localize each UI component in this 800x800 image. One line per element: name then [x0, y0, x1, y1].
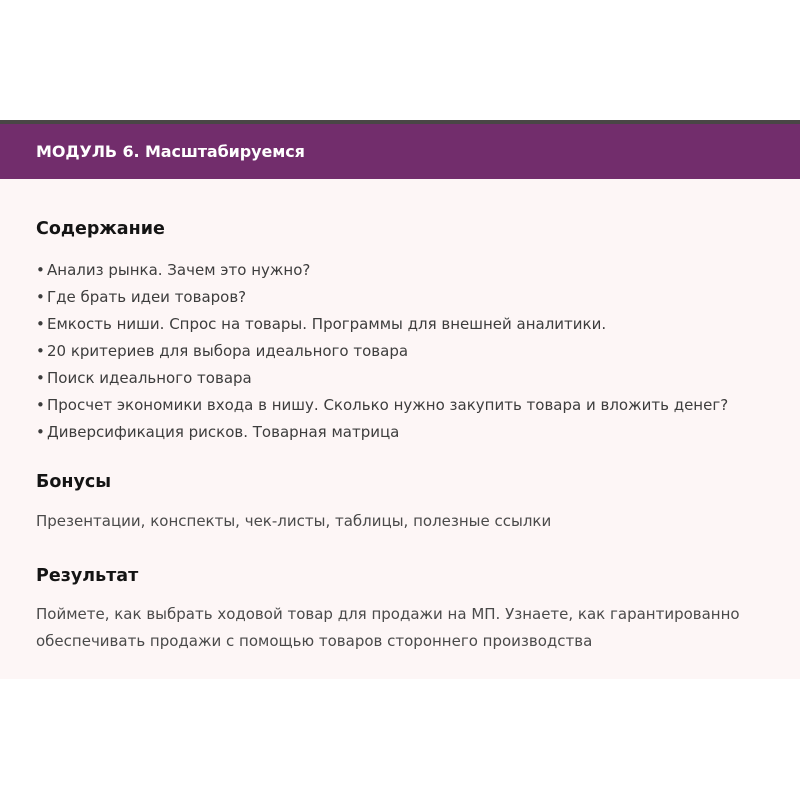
content-heading: Содержание: [36, 219, 165, 239]
list-item: • 20 критериев для выбора идеального товара: [36, 342, 409, 360]
list-item: • Диверсификация рисков. Товарная матрица: [36, 423, 400, 441]
result-heading: Результат: [36, 566, 139, 586]
module-title: МОДУЛЬ 6. Масштабируемся: [36, 142, 305, 161]
list-item: • Емкость ниши. Спрос на товары. Программы для внешней аналитики.: [36, 315, 607, 333]
list-item: • Анализ рынка. Зачем это нужно?: [36, 261, 311, 279]
bullet-icon: •: [36, 342, 45, 360]
bonuses-heading: Бонусы: [36, 472, 112, 492]
bullet-icon: •: [36, 261, 45, 279]
bonuses-text: Презентации, конспекты, чек-листы, таблицы, полезные ссылки: [36, 512, 552, 530]
list-item: • Где брать идеи товаров?: [36, 288, 247, 306]
list-item: • Поиск идеального товара: [36, 369, 252, 387]
module-details-panel: [0, 179, 800, 679]
bullet-icon: •: [36, 315, 45, 333]
bullet-icon: •: [36, 423, 45, 441]
bullet-icon: •: [36, 369, 45, 387]
content-list: [36, 259, 728, 448]
bullet-icon: •: [36, 288, 45, 306]
list-item: • Просчет экономики входа в нишу. Сколько нужно закупить товара и вложить денег?: [36, 396, 729, 414]
result-text: Поймете, как выбрать ходовой товар для продажи на МП. Узнаете, как гарантированно обеспечивать продажи с помощью товаров стороннего производства: [36, 605, 740, 650]
bullet-icon: •: [36, 396, 45, 414]
module-header[interactable]: [0, 124, 800, 179]
